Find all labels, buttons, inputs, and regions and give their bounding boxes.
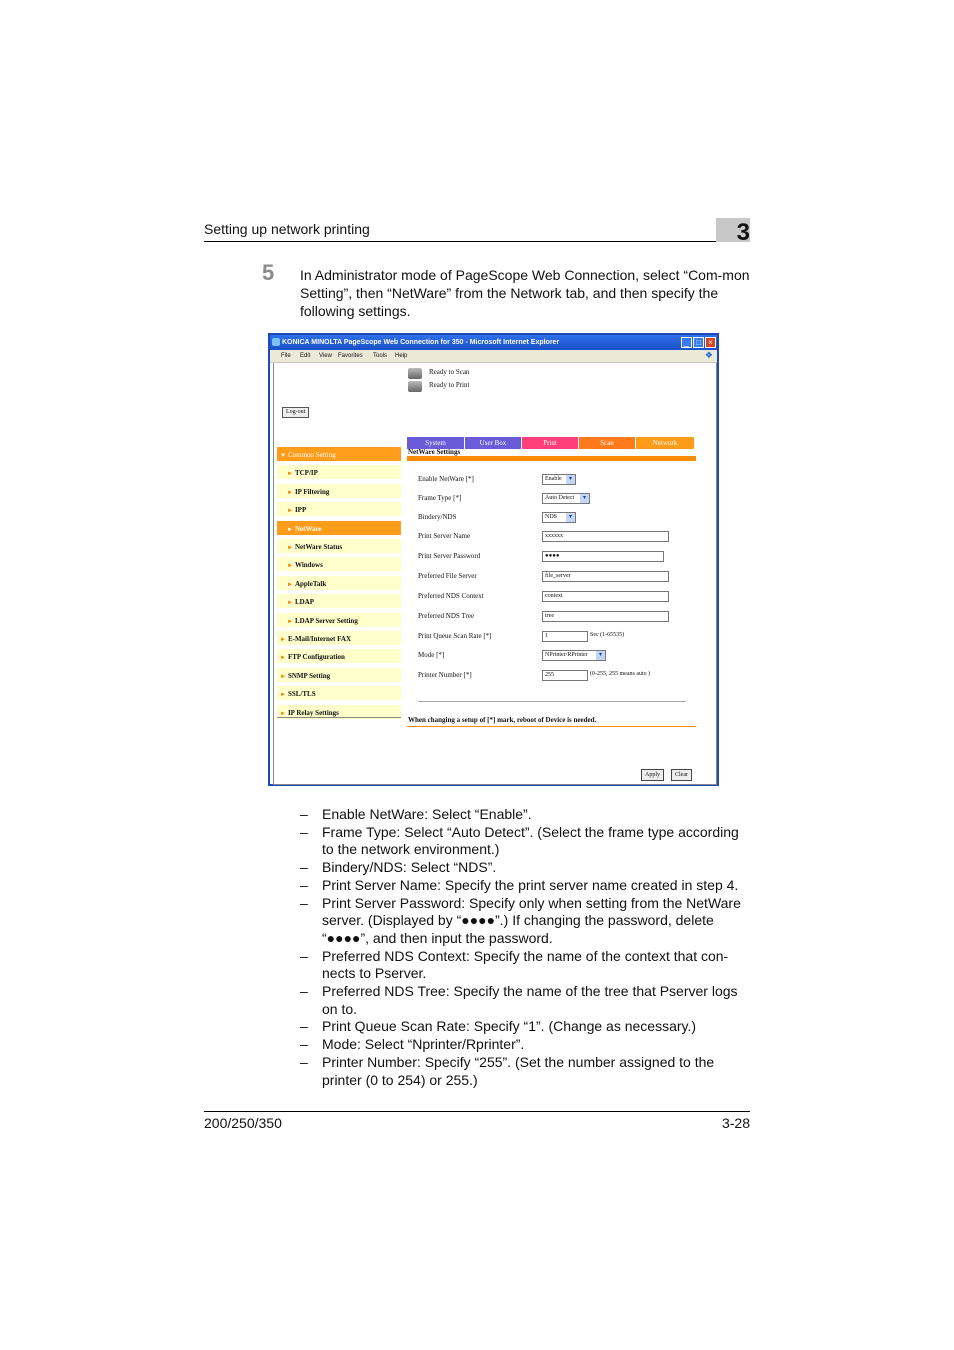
scanner-icon: [408, 368, 422, 379]
field-select[interactable]: [542, 650, 606, 661]
windows-logo-icon: ❖: [704, 350, 713, 360]
status-print: Ready to Print: [429, 381, 470, 389]
list-item: [300, 1054, 752, 1089]
sidebar-item-label: Windows: [294, 561, 323, 570]
field-hint: (0-255, 255 means auto ): [590, 671, 651, 677]
ie-icon: [272, 338, 280, 346]
settings-bullet-list: [300, 806, 752, 1089]
sidebar-item-label: SSL/TLS: [287, 690, 316, 699]
field-label: Preferred NDS Context: [418, 592, 484, 600]
sidebar-item-label: E-Mail/Internet FAX: [287, 635, 352, 643]
list-item: [300, 1018, 752, 1036]
dash-bullet: –: [300, 1053, 308, 1070]
list-item: [300, 1036, 752, 1054]
field-input[interactable]: [542, 591, 669, 602]
sidebar-item-label: LDAP: [294, 598, 315, 607]
footer-model: 200/250/350: [204, 1115, 282, 1131]
field-value: file_server: [545, 573, 571, 579]
field-select[interactable]: [542, 474, 576, 485]
field-label: Mode [*]: [418, 651, 445, 659]
list-item-text: Print Queue Scan Rate: Specify “1”. (Change as necessary.): [322, 1018, 697, 1035]
arrow-icon: ►: [287, 618, 293, 625]
header-rule: [204, 241, 750, 242]
sidebar-item-label: FTP Configuration: [287, 653, 345, 662]
sidebar-item-label: IPP: [294, 506, 307, 515]
field-value: ●●●●: [545, 553, 560, 559]
dash-bullet: –: [300, 806, 308, 822]
sidebar-item-label: NetWare: [294, 524, 322, 533]
arrow-icon: ▼: [280, 453, 286, 459]
sidebar-item-label: Common Setting: [287, 451, 336, 459]
close-icon[interactable]: ×: [705, 337, 716, 348]
field-value: tree: [545, 613, 554, 619]
field-label: Enable NetWare [*]: [418, 475, 474, 483]
list-item-text: Enable NetWare: Select “Enable”.: [322, 806, 532, 822]
field-input[interactable]: [542, 571, 669, 582]
sidebar-item[interactable]: [277, 557, 401, 573]
sidebar-item[interactable]: [277, 631, 401, 647]
chevron-down-icon[interactable]: ▾: [596, 651, 605, 660]
sidebar-item[interactable]: [277, 705, 401, 721]
minimize-icon[interactable]: _: [681, 337, 692, 348]
footer-page-number: 3-28: [721, 1115, 750, 1131]
list-item: [300, 806, 752, 824]
sidebar-item-label: NetWare Status: [294, 543, 343, 551]
field-input[interactable]: [542, 670, 588, 681]
arrow-icon: ►: [287, 508, 293, 515]
page-header-title: Setting up network printing: [204, 221, 370, 237]
tab-scan[interactable]: Scan: [579, 437, 635, 449]
field-value: Enable: [545, 476, 562, 482]
arrow-icon: ►: [287, 581, 293, 588]
field-value: xxxxxx: [545, 533, 563, 539]
menu-file[interactable]: File: [281, 353, 291, 359]
field-input[interactable]: [542, 531, 669, 542]
chevron-down-icon[interactable]: ▾: [566, 475, 575, 484]
list-item: [300, 948, 752, 983]
field-select[interactable]: [542, 512, 576, 523]
sidebar-item[interactable]: [277, 539, 401, 555]
sidebar-item-label: IP Relay Settings: [287, 708, 339, 717]
arrow-icon: ►: [287, 471, 293, 478]
field-label: Bindery/NDS: [418, 513, 457, 521]
tab-print[interactable]: Print: [522, 437, 578, 449]
sidebar-item-label: TCP/IP: [294, 469, 318, 478]
field-input[interactable]: [542, 551, 664, 562]
dash-bullet: –: [300, 983, 308, 1000]
menubar: [270, 350, 717, 363]
arrow-icon: ►: [287, 600, 293, 607]
arrow-icon: ►: [280, 637, 286, 643]
tab-system[interactable]: System: [407, 437, 464, 449]
clear-button[interactable]: Clear: [671, 769, 692, 781]
footer-rule: [204, 1111, 750, 1112]
field-label: Preferred NDS Tree: [418, 612, 474, 620]
sidebar-item[interactable]: [277, 686, 401, 702]
field-label: Printer Number [*]: [418, 671, 472, 679]
sidebar-item[interactable]: [277, 576, 401, 592]
list-item: [300, 983, 752, 1018]
menu-tools[interactable]: Tools: [373, 353, 388, 359]
dash-bullet: –: [300, 947, 308, 964]
list-item-text: Preferred NDS Tree: Specify the name of the tree that Pserver logs on to.: [322, 983, 738, 1017]
sidebar-item[interactable]: [277, 484, 401, 500]
sidebar-divider: [277, 717, 401, 718]
sidebar-item-label: AppleTalk: [294, 579, 327, 588]
chapter-number: 3: [736, 219, 750, 246]
arrow-icon: ►: [280, 692, 286, 699]
sidebar-item[interactable]: [277, 521, 401, 537]
arrow-icon: ►: [280, 710, 286, 717]
sidebar-item-label: LDAP Server Setting: [294, 616, 358, 625]
menu-favorites[interactable]: Favorites: [338, 353, 363, 359]
sidebar-item[interactable]: [277, 668, 401, 684]
browser-window: [268, 333, 719, 786]
arrow-icon: ►: [287, 545, 293, 551]
sidebar-item[interactable]: [277, 613, 401, 629]
list-item-text: Print Server Password: Specify only when setting from the NetWare server. (Displayed by “●●●●”.) If changing the password, delete “●●●●”, and then input the password.: [322, 894, 741, 946]
field-value: context: [545, 593, 563, 599]
field-select[interactable]: [542, 493, 590, 504]
sidebar-item[interactable]: [277, 447, 401, 463]
field-label: Print Server Password: [418, 552, 481, 560]
arrow-icon: ►: [287, 489, 293, 496]
maximize-icon[interactable]: □: [693, 337, 704, 348]
sidebar-item[interactable]: [277, 649, 401, 665]
list-item-text: Mode: Select “Nprinter/Rprinter”.: [322, 1036, 525, 1053]
field-value: NDS: [545, 514, 558, 520]
sidebar-item[interactable]: [277, 465, 401, 481]
arrow-icon: ►: [287, 526, 293, 533]
step-number: 5: [262, 260, 275, 285]
tab-underline-bar: [407, 456, 696, 461]
arrow-icon: ►: [280, 673, 286, 680]
field-label: Print Queue Scan Rate [*]: [418, 632, 492, 640]
dash-bullet: –: [300, 1036, 308, 1053]
printer-icon: [408, 381, 422, 392]
dash-bullet: –: [300, 859, 308, 876]
apply-button[interactable]: Apply: [641, 769, 664, 781]
list-item: [300, 824, 752, 859]
list-item-text: Bindery/NDS: Select “NDS”.: [322, 859, 497, 876]
field-value: 1: [545, 633, 548, 639]
page-content: [273, 363, 717, 785]
section-title: NetWare Settings: [408, 448, 461, 456]
window-title: KONICA MINOLTA PageScope Web Connection for 350 - Microsoft Internet Explorer: [282, 339, 560, 346]
list-item: [300, 895, 752, 948]
dash-bullet: –: [300, 1018, 308, 1035]
list-item: [300, 877, 752, 895]
reboot-note: When changing a setup of [*] mark, reboot of Device is needed.: [408, 716, 597, 724]
list-item: [300, 859, 752, 877]
menu-edit[interactable]: Edit: [300, 353, 311, 359]
chevron-down-icon[interactable]: ▾: [580, 494, 589, 503]
menu-help[interactable]: Help: [395, 353, 408, 359]
bottom-orange-line: [407, 726, 696, 727]
list-item-text: Preferred NDS Context: Specify the name of the context that con-nects to Pserver.: [322, 947, 729, 982]
arrow-icon: ►: [287, 563, 293, 570]
status-scan: Ready to Scan: [429, 368, 470, 376]
sidebar-item-label: SNMP Setting: [287, 671, 331, 680]
field-label: Frame Type [*]: [418, 494, 462, 502]
tab-user-box[interactable]: User Box: [465, 437, 521, 449]
menu-view[interactable]: View: [319, 353, 332, 359]
field-label: Print Server Name: [418, 532, 471, 540]
sidebar-item-label: IP Filtering: [294, 487, 330, 496]
field-hint: Sec (1-65535): [590, 632, 625, 638]
logout-button[interactable]: Log-out: [282, 407, 309, 418]
field-label: Preferred File Server: [418, 572, 477, 580]
form-divider: [418, 701, 686, 702]
window-titlebar: [270, 335, 717, 350]
arrow-icon: ►: [280, 655, 286, 662]
field-input[interactable]: [542, 611, 669, 622]
list-item-text: Print Server Name: Specify the print server name created in step 4.: [322, 876, 739, 893]
tab-network[interactable]: Network: [636, 437, 694, 449]
dash-bullet: –: [300, 894, 308, 911]
field-input[interactable]: [542, 631, 588, 642]
field-value: NPrinter/RPrinter: [545, 652, 588, 658]
chevron-down-icon[interactable]: ▾: [566, 513, 575, 522]
list-item-text: Printer Number: Specify “255”. (Set the number assigned to the printer (0 to 254) or 255.): [322, 1053, 715, 1088]
step-text: In Administrator mode of PageScope Web Connection, select “Com-mon Setting”, then “NetWare” from the Network tab, and then specify the following settings.: [300, 267, 750, 319]
dash-bullet: –: [300, 823, 308, 840]
sidebar-item[interactable]: [277, 594, 401, 610]
dash-bullet: –: [300, 876, 308, 893]
sidebar-item[interactable]: [277, 502, 401, 518]
field-value: Auto Detect: [545, 495, 575, 501]
list-item-text: Frame Type: Select “Auto Detect”. (Select the frame type according to the network environment.): [322, 823, 739, 858]
field-value: 255: [545, 672, 554, 678]
